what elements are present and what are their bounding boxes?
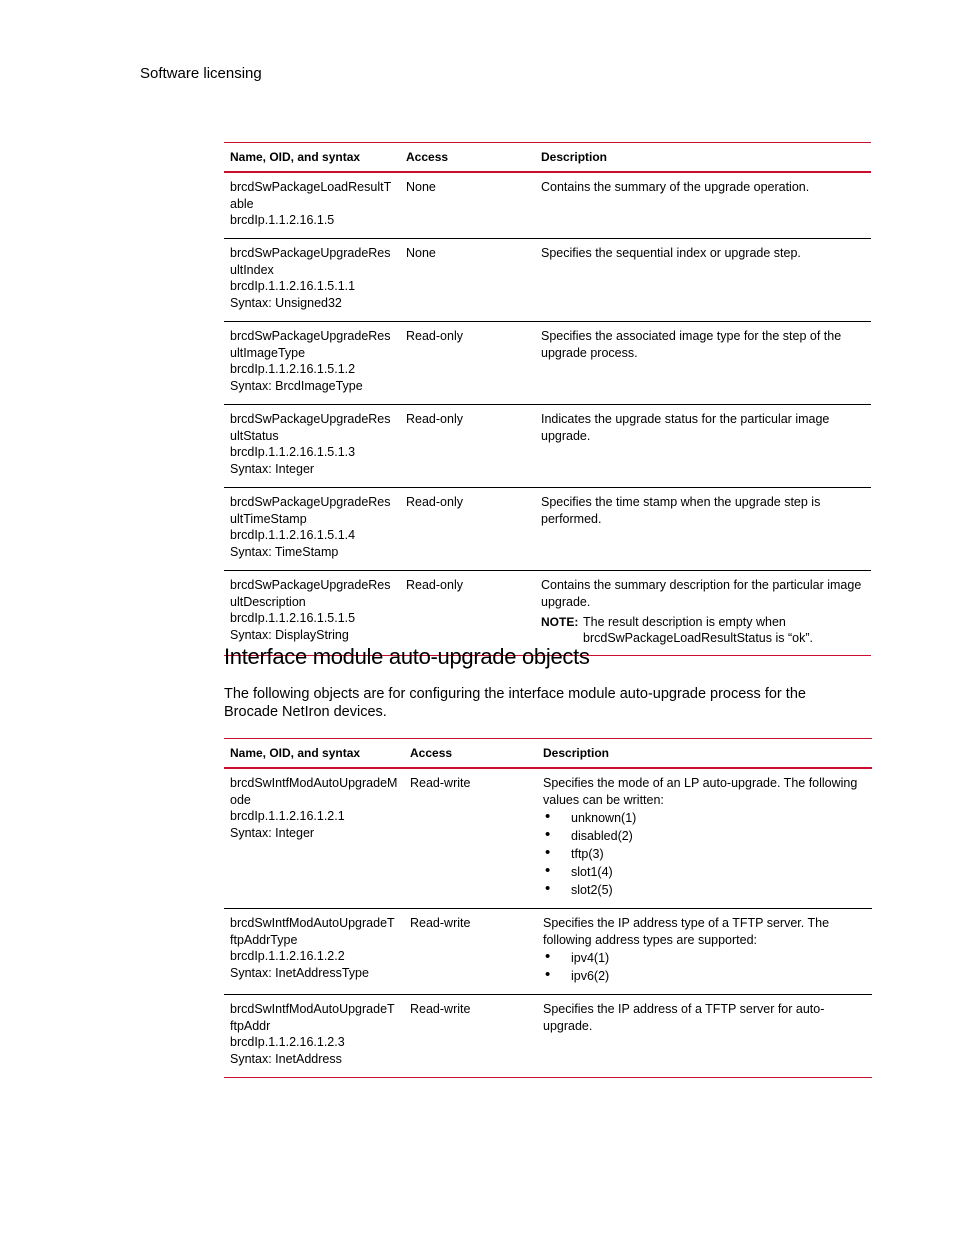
object-name: brcdSwPackageUpgradeResultDescription — [230, 578, 391, 609]
note-label: NOTE: — [541, 615, 579, 629]
description-text: Indicates the upgrade status for the particular image upgrade. — [541, 412, 830, 443]
cell-access: Read-write — [410, 776, 471, 790]
object-name: brcdSwIntfModAutoUpgradeTftpAddrType — [230, 916, 395, 947]
bullet-list — [543, 949, 866, 985]
object-syntax: Syntax: InetAddressType — [230, 966, 369, 980]
cell-description — [535, 488, 871, 571]
header-name: Name, OID, and syntax — [230, 150, 361, 164]
cell-access: Read-only — [406, 329, 463, 343]
table-row — [224, 995, 872, 1078]
cell-name — [224, 995, 404, 1078]
cell-access: Read-only — [406, 578, 463, 592]
object-name: brcdSwIntfModAutoUpgradeMode — [230, 776, 398, 807]
object-syntax: Syntax: Unsigned32 — [230, 296, 342, 310]
object-oid: brcdIp.1.1.2.16.1.2.2 — [230, 949, 345, 963]
cell-name — [224, 571, 400, 656]
bullet-item: • unknown(1) — [543, 809, 866, 827]
object-oid: brcdIp.1.1.2.16.1.2.3 — [230, 1035, 345, 1049]
table-row — [224, 571, 871, 656]
table-row — [224, 768, 872, 909]
object-oid: brcdIp.1.1.2.16.1.2.1 — [230, 809, 345, 823]
cell-name — [224, 909, 404, 995]
mib-objects-table-2 — [224, 738, 872, 1078]
cell-description — [537, 995, 872, 1078]
description-text: Contains the summary of the upgrade operation. — [541, 180, 810, 194]
table-row — [224, 488, 871, 571]
bullet-item: • slot1(4) — [543, 863, 866, 881]
object-syntax: Syntax: Integer — [230, 826, 315, 840]
cell-access: None — [406, 246, 436, 260]
table-header-row — [224, 739, 872, 769]
object-syntax: Syntax: InetAddress — [230, 1052, 342, 1066]
bullet-item: • slot2(5) — [543, 881, 866, 899]
object-oid: brcdIp.1.1.2.16.1.5.1.1 — [230, 279, 356, 293]
cell-description — [535, 239, 871, 322]
cell-name — [224, 488, 400, 571]
table-row — [224, 172, 871, 239]
table-row — [224, 322, 871, 405]
cell-description — [535, 322, 871, 405]
object-oid: brcdIp.1.1.2.16.1.5.1.4 — [230, 528, 356, 542]
cell-name — [224, 239, 400, 322]
mib-objects-table-1 — [224, 142, 871, 656]
cell-description — [535, 172, 871, 239]
description-text: Specifies the mode of an LP auto-upgrade. The following values can be written: — [543, 776, 858, 807]
header-name: Name, OID, and syntax — [230, 746, 361, 760]
object-name: brcdSwPackageUpgradeResultTimeStamp — [230, 495, 391, 526]
object-syntax: Syntax: BrcdImageType — [230, 379, 363, 393]
table-row — [224, 239, 871, 322]
header-description: Description — [543, 746, 610, 760]
cell-access: Read-write — [410, 916, 471, 930]
object-oid: brcdIp.1.1.2.16.1.5.1.3 — [230, 445, 356, 459]
table-row — [224, 405, 871, 488]
bullet-item: • ipv6(2) — [543, 967, 866, 985]
object-name: brcdSwPackageUpgradeResultStatus — [230, 412, 391, 443]
note — [541, 614, 865, 646]
header-description: Description — [541, 150, 608, 164]
cell-name — [224, 768, 404, 909]
object-name: brcdSwPackageUpgradeResultImageType — [230, 329, 391, 360]
object-syntax: Syntax: Integer — [230, 462, 315, 476]
cell-name — [224, 405, 400, 488]
description-text: Specifies the IP address type of a TFTP server. The following address types are supported: — [543, 916, 830, 947]
cell-name — [224, 172, 400, 239]
cell-description — [537, 909, 872, 995]
description-text: Specifies the associated image type for the step of the upgrade process. — [541, 329, 842, 360]
object-name: brcdSwIntfModAutoUpgradeTftpAddr — [230, 1002, 395, 1033]
object-oid: brcdIp.1.1.2.16.1.5 — [230, 213, 335, 227]
object-name: brcdSwPackageUpgradeResultIndex — [230, 246, 391, 277]
description-text: Specifies the time stamp when the upgrade step is performed. — [541, 495, 821, 526]
table-header-row — [224, 143, 871, 173]
cell-description — [535, 405, 871, 488]
object-name: brcdSwPackageLoadResultTable — [230, 180, 392, 211]
table-row — [224, 909, 872, 995]
note-text: The result description is empty when brcdSwPackageLoadResultStatus is “ok”. — [583, 615, 813, 645]
cell-description — [535, 571, 871, 656]
cell-access: None — [406, 180, 436, 194]
description-text: Specifies the sequential index or upgrade step. — [541, 246, 801, 260]
cell-access: Read-write — [410, 1002, 471, 1016]
header-access: Access — [410, 746, 453, 760]
object-syntax: Syntax: TimeStamp — [230, 545, 339, 559]
bullet-item: • disabled(2) — [543, 827, 866, 845]
description-text: Contains the summary description for the particular image upgrade. — [541, 578, 862, 609]
section-title: Interface module auto-upgrade objects — [224, 644, 590, 669]
cell-name — [224, 322, 400, 405]
cell-access: Read-only — [406, 495, 463, 509]
running-head: Software licensing — [140, 65, 262, 82]
cell-access: Read-only — [406, 412, 463, 426]
description-text: Specifies the IP address of a TFTP server for auto-upgrade. — [543, 1002, 825, 1033]
object-oid: brcdIp.1.1.2.16.1.5.1.2 — [230, 362, 356, 376]
bullet-list — [543, 809, 866, 899]
section-intro: The following objects are for configuring the interface module auto-upgrade process for the Brocade NetIron devices. — [224, 686, 806, 720]
object-syntax: Syntax: DisplayString — [230, 628, 349, 642]
bullet-item: • ipv4(1) — [543, 949, 866, 967]
object-oid: brcdIp.1.1.2.16.1.5.1.5 — [230, 611, 356, 625]
cell-description — [537, 768, 872, 909]
header-access: Access — [406, 150, 449, 164]
bullet-item: • tftp(3) — [543, 845, 866, 863]
